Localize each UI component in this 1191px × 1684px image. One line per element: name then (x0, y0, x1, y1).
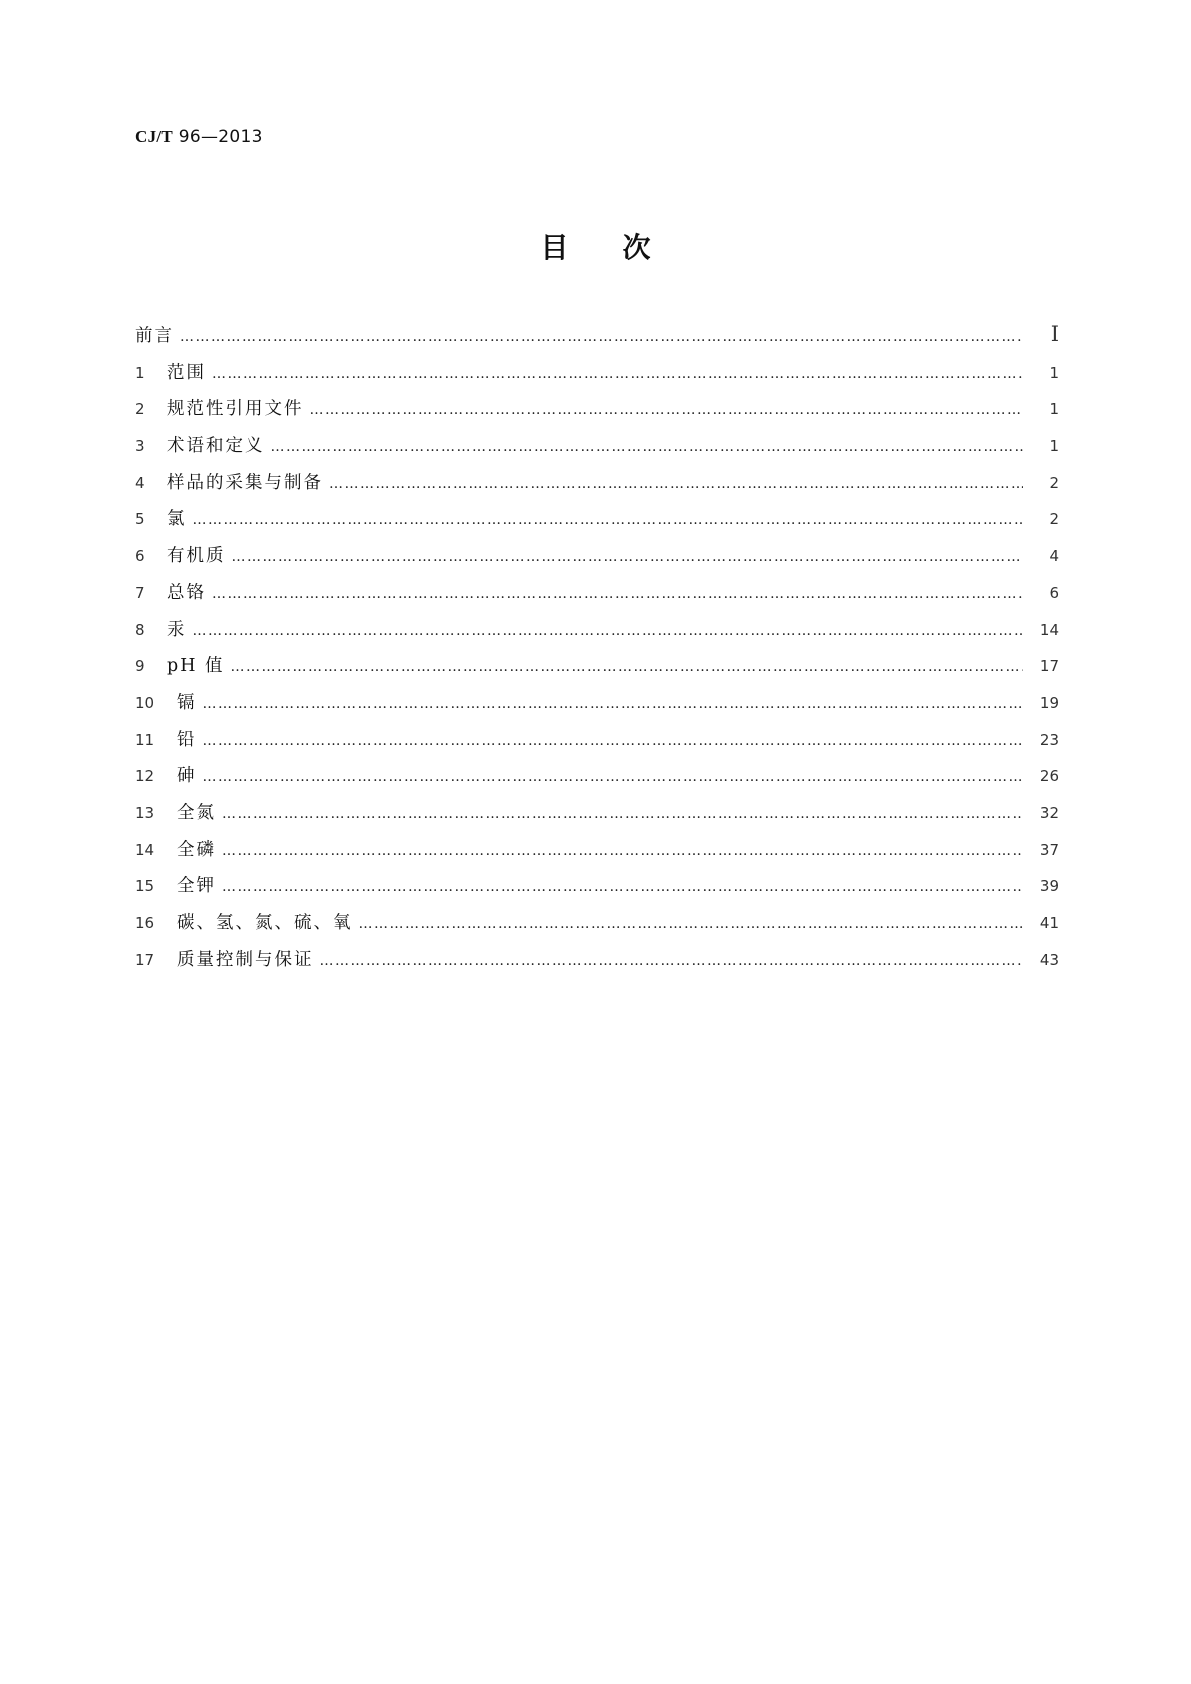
toc-entry-label: 全钾 (177, 876, 216, 897)
toc-dot-leader (203, 769, 1024, 785)
toc-entry-number: 10 (135, 693, 155, 712)
toc-entry-number: 13 (135, 803, 155, 822)
toc-entry-page: 32 (1039, 803, 1059, 822)
toc-entry-14[interactable] (135, 836, 1059, 873)
toc-entry-8[interactable] (135, 616, 1059, 653)
toc-dot-leader (212, 366, 1023, 382)
toc-dot-leader (193, 512, 1024, 528)
toc-entry-number: 11 (135, 730, 155, 749)
toc-entry-label: 术语和定义 (167, 436, 265, 457)
toc-entry-number: 5 (135, 510, 145, 529)
toc-dot-leader (193, 623, 1024, 639)
toc-dot-leader (359, 916, 1024, 932)
toc-entry-5[interactable] (135, 505, 1059, 542)
toc-entry-page: 17 (1039, 657, 1059, 676)
toc-entry-10[interactable] (135, 689, 1059, 726)
toc-entry-number: 15 (135, 877, 155, 896)
toc-entry-label: 有机质 (167, 546, 226, 567)
toc-entry-label: 前言 (135, 326, 174, 346)
toc-entry-4[interactable] (135, 469, 1059, 506)
toc-dot-leader (222, 879, 1023, 895)
toc-entry-label: 碳、氢、氮、硫、氧 (177, 913, 353, 933)
toc-entry-7[interactable] (135, 579, 1059, 616)
toc-entry-label: 铅 (177, 729, 197, 750)
toc-dot-leader (222, 843, 1023, 859)
toc-entry-number: 6 (135, 547, 145, 566)
toc-entry-label: pH 值 (167, 656, 225, 677)
toc-dot-leader (180, 329, 1023, 345)
toc-entry-number: 4 (135, 473, 145, 492)
toc-entry-page: 1 (1049, 437, 1059, 456)
toc-entry-13[interactable] (135, 799, 1059, 836)
toc-entry-label: 全氮 (177, 802, 216, 823)
toc-entry-label: 范围 (167, 362, 206, 383)
toc-entry-1[interactable] (135, 359, 1059, 396)
toc-entry-15[interactable] (135, 872, 1059, 909)
toc-entry-page: 1 (1049, 400, 1059, 419)
toc-entry-16[interactable] (135, 909, 1059, 946)
toc-entry-label: 氯 (167, 509, 187, 530)
toc-dot-leader (212, 586, 1023, 602)
toc-entry-label: 汞 (167, 619, 187, 640)
toc-entry-3[interactable] (135, 432, 1059, 469)
toc-entry-label: 镉 (177, 692, 197, 713)
toc-entry-number: 17 (135, 950, 155, 969)
toc-entry-label: 全磷 (177, 839, 216, 860)
toc-entry-page: 1 (1049, 363, 1059, 382)
toc-entry-label: 规范性引用文件 (167, 399, 304, 420)
toc-entry-2[interactable] (135, 395, 1059, 432)
toc-entry-page: 14 (1039, 620, 1059, 639)
toc-entry-page: Ⅰ (1050, 322, 1059, 346)
toc-dot-leader (231, 659, 1023, 675)
toc-entry-page: 2 (1049, 473, 1059, 492)
toc-entry-page: 41 (1039, 914, 1059, 932)
page-title: 目次 (540, 231, 705, 264)
toc-entry-number: 8 (135, 620, 145, 639)
toc-entry-11[interactable] (135, 726, 1059, 763)
toc-entry-label: 总铬 (167, 582, 206, 603)
standard-code (135, 127, 263, 147)
toc-entry-6[interactable] (135, 542, 1059, 579)
toc-entry-label: 砷 (177, 766, 197, 787)
toc-entry-12[interactable] (135, 762, 1059, 799)
standard-code-id: CJ/T (135, 127, 174, 146)
toc-entry-page: 6 (1049, 583, 1059, 602)
toc-dot-leader (310, 402, 1024, 418)
toc-dot-leader (203, 696, 1024, 712)
toc-entry-foreword[interactable] (135, 322, 1059, 359)
toc-dot-leader (203, 733, 1024, 749)
toc-dot-leader (222, 806, 1023, 822)
toc-entry-page: 39 (1039, 877, 1059, 896)
toc-entry-17[interactable] (135, 946, 1059, 983)
toc-dot-leader (320, 953, 1024, 969)
toc-entry-page: 37 (1039, 840, 1059, 859)
toc-entry-number: 3 (135, 437, 145, 456)
toc-entry-number: 14 (135, 840, 155, 859)
toc-entry-page: 4 (1049, 547, 1059, 566)
toc-dot-leader (329, 476, 1023, 492)
toc-entry-page: 23 (1039, 730, 1059, 749)
toc-entry-label: 样品的采集与制备 (167, 472, 323, 493)
toc-entry-page: 26 (1039, 767, 1059, 786)
toc-entry-number: 12 (135, 767, 155, 786)
toc-entry-label: 质量控制与保证 (177, 949, 314, 970)
toc-dot-leader (232, 549, 1024, 565)
toc-entry-page: 19 (1039, 693, 1059, 712)
toc-dot-leader (271, 439, 1024, 455)
toc-entry-number: 9 (135, 657, 145, 676)
toc-entry-number: 2 (135, 400, 145, 419)
toc-entry-number: 7 (135, 583, 145, 602)
toc-entry-number: 16 (135, 914, 155, 932)
standard-code-number: 96—2013 (178, 127, 263, 147)
table-of-contents (135, 322, 1059, 982)
toc-entry-9[interactable] (135, 652, 1059, 689)
toc-entry-page: 43 (1039, 950, 1059, 969)
toc-entry-number: 1 (135, 363, 145, 382)
toc-entry-page: 2 (1049, 510, 1059, 529)
